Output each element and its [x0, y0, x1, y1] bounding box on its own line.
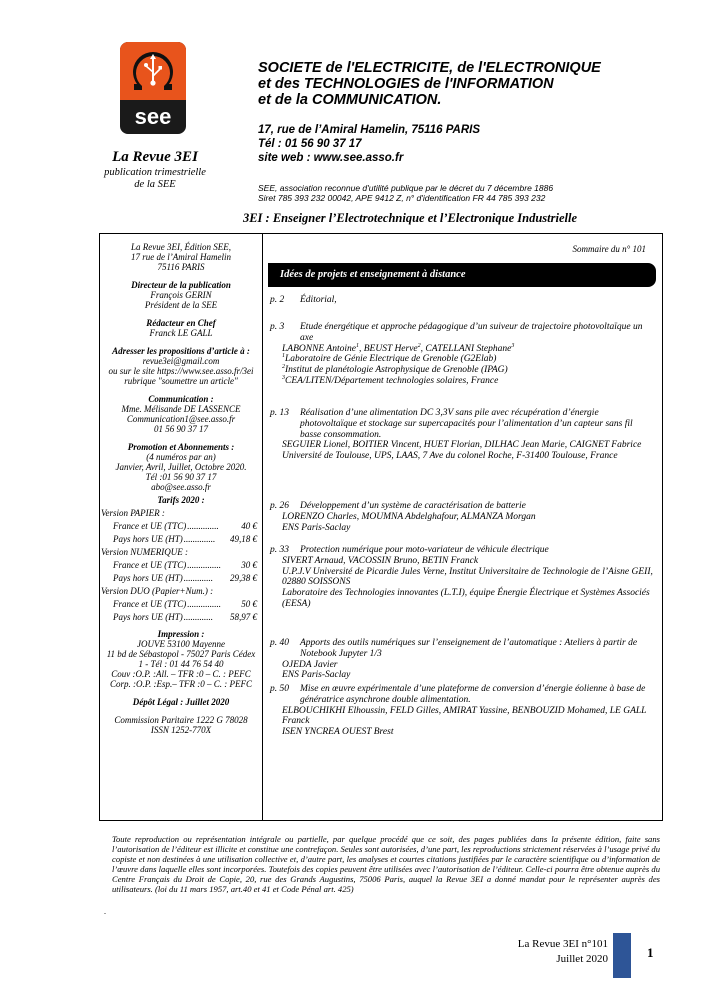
toc-affiliation: ENS Paris-Saclay [282, 670, 351, 681]
impression-line: JOUVE 53100 Mayenne [137, 639, 225, 649]
communication-line: 01 56 90 37 17 [154, 424, 208, 434]
society-name-line: et des TECHNOLOGIES de l'INFORMATION [258, 76, 554, 92]
tarif-label: Pays hors UE (HT) [113, 612, 183, 622]
communication-line: Mme. Mélisande DE LASSENCE [121, 404, 241, 414]
footer-date: Juillet 2020 [556, 953, 608, 965]
toc-title: Réalisation d’une alimentation DC 3,3V sans pile avec récupération d’énergie photovoltaïque et stockage sur supercapacités pour l’alimentation d’un capteur sans fil basse consommation. [300, 408, 633, 440]
edition-line: 75116 PARIS [157, 262, 205, 272]
impression-title: Impression : [157, 629, 205, 639]
promotion-email[interactable]: abo@see.asso.fr [151, 482, 211, 492]
toc-affiliation: ISEN YNCREA OUEST Brest [282, 727, 394, 738]
masthead-column [101, 242, 261, 735]
society-phone: Tél : 01 56 90 37 17 [258, 138, 362, 150]
edition-line: La Revue 3EI, Édition SEE, [131, 242, 231, 252]
tarif-row [101, 559, 261, 572]
toc-title: Développement d’un système de caractérisation de batterie [300, 501, 526, 511]
tarif-price: 58,97 € [230, 612, 257, 622]
proposals-site[interactable]: ou sur le site https://www.see.asso.fr/3ei [108, 366, 254, 376]
society-name [258, 60, 678, 108]
editor-name: Franck LE GALL [149, 328, 213, 338]
toc-title: Apports des outils numériques sur l’enseignement de l’automatique : Ateliers à partir de Notebook Jupyter 1/3 [300, 638, 638, 659]
tarif-price: 49,18 € [230, 534, 257, 544]
toc-affiliation: Laboratoire des Technologies innovantes (L.T.I), équipe Énergie Électrique et Systèmes Associés (EESA) [282, 588, 650, 609]
tarif-row [101, 533, 261, 546]
toc-page: p. 13 [270, 408, 289, 418]
director-line: François GERIN [150, 290, 212, 300]
society-legal-line: SEE, association reconnue d'utilité publique par le décret du 7 décembre 1886 [258, 183, 554, 193]
revue-subtitle-line: publication trimestrielle [104, 167, 206, 178]
column-divider [262, 233, 263, 821]
tarif-row [101, 572, 261, 585]
toc-authors: SEGUIER Lionel, BOITIER Vincent, HUET Florian, DILHAC Jean Marie, CAIGNET Fabrice [282, 440, 642, 451]
commission-block [101, 715, 261, 735]
toc-entry[interactable] [270, 545, 655, 610]
director-block [101, 280, 261, 310]
communication-title: Communication : [148, 394, 214, 404]
tarif-dots: ............... [187, 560, 221, 570]
impression-block [101, 629, 261, 689]
tarif-version: Version PAPIER : [101, 508, 165, 518]
impression-line: 1 - Tél : 01 44 76 54 40 [138, 659, 224, 669]
toc-affiliation: ENS Paris-Saclay [282, 522, 351, 533]
toc-authors: ELBOUCHIKHI Elhoussin, FELD Gilles, AMIRAT Yassine, BENBOUZID Mohamed, LE GALL Franck [282, 705, 647, 727]
footer-issue [480, 937, 608, 967]
page-number: 1 [647, 945, 654, 960]
toc-page: p. 40 [270, 638, 289, 648]
edition-line: 17 rue de l’Amiral Hamelin [131, 252, 231, 262]
toc-page: p. 2 [270, 295, 285, 305]
tarif-dots: ............. [183, 612, 213, 622]
toc-page: p. 26 [270, 501, 289, 511]
toc-entry[interactable] [270, 322, 655, 387]
tarif-label: France et UE (TTC) [113, 521, 187, 531]
tarif-price: 30 € [241, 560, 257, 570]
tarif-price: 50 € [241, 599, 257, 609]
promotion-line: Janvier, Avril, Juillet, Octobre 2020. [115, 462, 247, 472]
tarif-price: 29,38 € [230, 573, 257, 583]
copyright-notice: Toute reproduction ou représentation intégrale ou partielle, par quelque procédé que ce soit, des pages publiées dans la présente édition, faite sans l’autorisation de l’éditeur est illicite et constitue une contrefaçon. Seules sont autorisées, d’une part, les reproductions strictement réservées à l’usage privé du copiste et non destinées à une utilisation collective et, d’autre part, les analyses et courtes citations justifiées par le caractère scientifique ou d’information de l’œuvre dans laquelle elles sont incorporées. Toutefois des copies peuvent être utilisées avec l’autorisation de l’éditeur. Celle-ci pourra être obtenue auprès du Centre Français du Droit de Copie, 20, rue des Grands Augustins, 75006 Paris, auquel la Revue 3EI a donné mandat pour le représenter auprès des utilisateurs. (loi du 11 mars 1957, art.40 et 41 et Code Pénal art. 425) [112, 834, 660, 894]
toc-affiliation: $^3$CEA/LITEN/Département technologies solaires, France [282, 374, 499, 386]
society-name-line: SOCIETE de l'ELECTRICITE, de l'ELECTRONIQUE [258, 60, 601, 76]
commission-line: Commission Paritaire 1222 G 78028 [114, 715, 248, 725]
proposals-title: Adresser les propositions d’article à : [112, 346, 250, 356]
director-line: Président de la SEE [144, 300, 218, 310]
sommaire-label: Sommaire du n° 101 [572, 244, 646, 254]
toc-entry[interactable] [270, 638, 655, 681]
toc-title: Protection numérique pour moto-variateur de véhicule électrique [300, 545, 549, 555]
society-address: 17, rue de l’Amiral Hamelin, 75116 PARIS [258, 124, 481, 136]
toc-affiliation: $^2$Institut de planétologie Astrophysique de Grenoble (IPAG) [282, 364, 508, 376]
tarif-dots: ............. [183, 573, 213, 583]
toc-affiliation: U.P.J.V Université de Picardie Jules Verne, Institut Universitaire de Technologie de l’Aisne GEII, 02880 SOISSONS [282, 566, 653, 588]
toc-page: p. 50 [270, 684, 289, 694]
society-name-line: et de la COMMUNICATION. [258, 92, 442, 108]
impression-line: 11 bd de Sébastopol - 75027 Paris Cédex [106, 649, 256, 659]
revue-subtitle [90, 167, 220, 191]
society-legal-line: Siret 785 393 232 00042, APE 9412 Z, n° d'identification FR 44 785 393 232 [258, 193, 546, 203]
society-website[interactable]: site web : www.see.asso.fr [258, 152, 404, 164]
proposals-block [101, 346, 261, 386]
tarif-row [101, 611, 261, 624]
section-title: Idées de projets et enseignement à distance [280, 269, 466, 280]
issn-line: ISSN 1252-770X [150, 725, 212, 735]
toc-entry[interactable] [270, 408, 655, 462]
tarif-price: 40 € [241, 521, 257, 531]
tarif-row [101, 598, 261, 611]
impression-line: Couv :O.P. :All. – TFR :0 – C. : PEFC [111, 669, 251, 679]
promotion-title: Promotion et Abonnements : [127, 442, 235, 452]
tarif-dots: .............. [187, 521, 219, 531]
tagline: 3EI : Enseigner l’Electrotechnique et l’Electronique Industrielle [242, 211, 578, 225]
toc-entry[interactable] [270, 501, 655, 533]
editor-title: Rédacteur en Chef [146, 318, 216, 328]
footer-dot: . [104, 907, 106, 916]
toc-authors: OJEDA Javier [282, 659, 338, 670]
tarifs-title: Tarifs 2020 : [157, 495, 205, 505]
toc-authors: LABONNE Antoine$^1$, BEUST Herve$^2$, CATELLANI Stephane$^3$ [282, 342, 515, 354]
proposals-rubrique: rubrique "soumettre un article" [124, 376, 238, 386]
tarif-version: Version NUMERIQUE : [101, 547, 188, 557]
toc-authors: SIVERT Arnaud, VACOSSIN Bruno, BETIN Franck [282, 555, 479, 566]
edition-block [101, 242, 261, 272]
editor-block [101, 318, 261, 338]
toc-entry[interactable] [270, 684, 655, 738]
tarif-row [101, 520, 261, 533]
tarif-label: France et UE (TTC) [113, 560, 187, 570]
communication-email[interactable]: Communication1@see.asso.fr [126, 414, 236, 424]
toc-entry[interactable] [270, 295, 655, 306]
society-contact [258, 123, 480, 165]
revue-title: La Revue 3EI [112, 149, 198, 165]
promotion-line: (4 numéros par an) [146, 452, 216, 462]
depot-legal: Dépôt Légal : Juillet 2020 [132, 697, 230, 707]
toc-page: p. 3 [270, 322, 285, 332]
tarif-dots: ............... [187, 599, 221, 609]
toc-affiliation: Université de Toulouse, UPS, LAAS, 7 Ave du colonel Roche, F-31400 Toulouse, France [282, 451, 618, 462]
tarif-version: Version DUO (Papier+Num.) : [101, 586, 214, 596]
logo-text: see [134, 104, 172, 129]
director-title: Directeur de la publication [131, 280, 231, 290]
toc-title: Éditorial, [300, 295, 337, 305]
toc-title: Mise en œuvre expérimentale d’une plateforme de conversion d’énergie éolienne à base de génératrice asynchrone double alimentation. [300, 684, 646, 705]
footer-revue: La Revue 3EI n°101 [517, 938, 608, 950]
toc-title: Etude énergétique et approche pédagogique d’un suiveur de trajectoire photovoltaïque un axe [300, 322, 643, 343]
tarifs-table [101, 507, 261, 624]
tarif-label: France et UE (TTC) [113, 599, 187, 609]
communication-block [101, 394, 261, 434]
tarif-label: Pays hors UE (HT) [113, 573, 183, 583]
footer-accent-bar [613, 933, 631, 978]
see-logo [120, 42, 186, 134]
impression-line: Corp. :O.P. :Esp.– TFR :0 – C. : PEFC [109, 679, 253, 689]
toc-page: p. 33 [270, 545, 289, 555]
revue-subtitle-line: de la SEE [134, 179, 176, 190]
tarif-label: Pays hors UE (HT) [113, 534, 183, 544]
proposals-email[interactable]: revue3ei@gmail.com [142, 356, 220, 366]
toc-affiliation: $^1$Laboratoire de Génie Electrique de Grenoble (G2Elab) [282, 353, 497, 365]
tarif-dots: .............. [183, 534, 216, 544]
toc-authors: LORENZO Charles, MOUMNA Abdelghafour, ALMANZA Morgan [282, 511, 536, 522]
promotion-block [101, 442, 261, 492]
promotion-line: Tél :01 56 90 37 17 [145, 472, 217, 482]
society-legal [258, 183, 553, 203]
